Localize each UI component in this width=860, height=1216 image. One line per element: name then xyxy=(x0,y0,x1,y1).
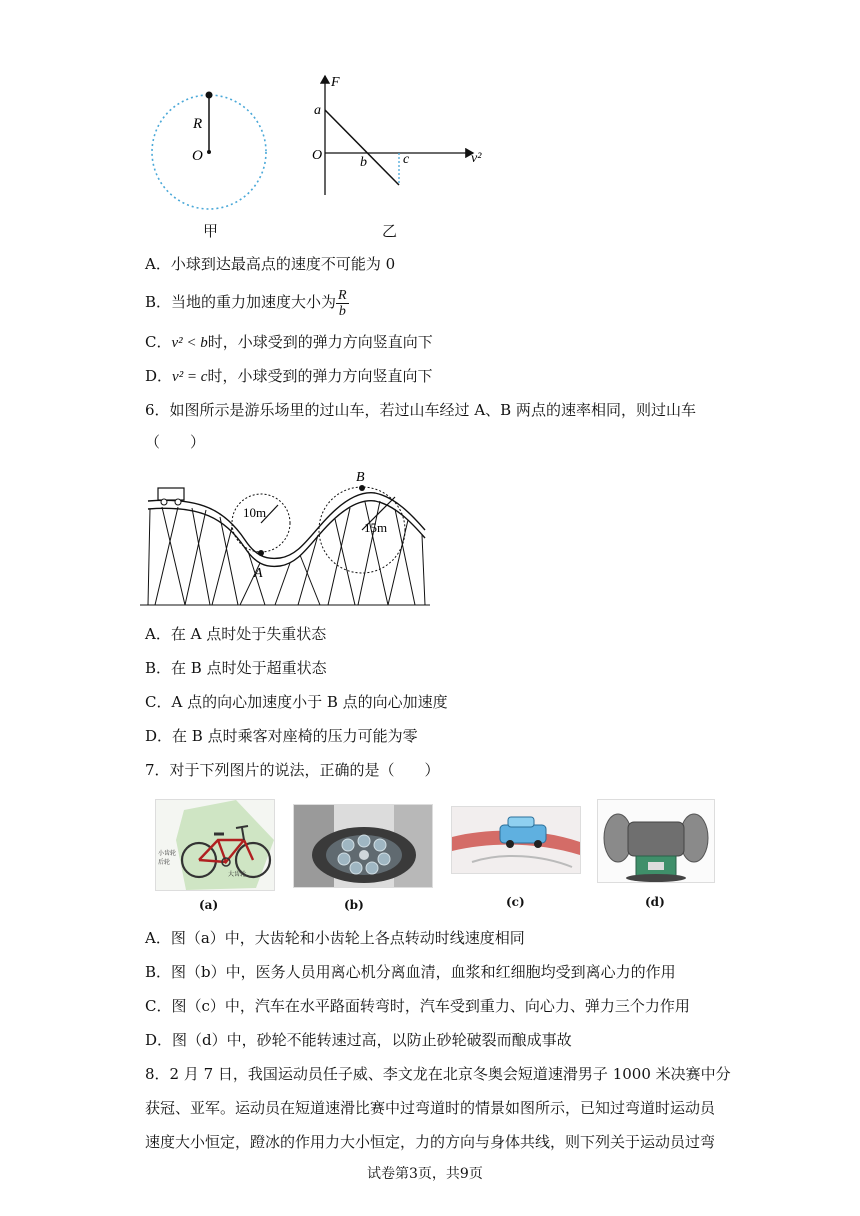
point-A xyxy=(258,550,264,556)
ball-dot xyxy=(206,92,213,99)
q6-option-d: D．在 B 点时乘客对座椅的压力可能为零 xyxy=(145,727,418,745)
caption-c: (c) xyxy=(506,895,525,909)
q6-option-a: A．在 A 点时处于失重状态 xyxy=(145,625,327,643)
figure-yi-graph xyxy=(305,70,495,205)
frac-den: b xyxy=(338,303,346,319)
caption-d: (d) xyxy=(645,895,665,909)
label-15m: 15m xyxy=(364,520,388,535)
frac-num: R xyxy=(338,287,347,303)
fraction-R-over-b xyxy=(336,288,349,319)
q5-option-b xyxy=(145,284,349,320)
coaster-car xyxy=(158,488,184,500)
photo-d-grinder xyxy=(597,799,715,883)
car-wheel xyxy=(175,499,181,505)
label-v2: v² xyxy=(471,151,482,166)
q5-d-math: v² = c xyxy=(172,369,208,385)
caption-b: (b) xyxy=(344,898,364,912)
label-B: B xyxy=(356,470,365,485)
q6-stem-line1: 6．如图所示是游乐场里的过山车，若过山车经过 A、B 两点的速率相同，则过山车 xyxy=(145,401,696,419)
q5-option-c xyxy=(145,332,433,353)
label-10m: 10m xyxy=(243,505,267,520)
q7-option-d: D．图（d）中，砂轮不能转速过高，以防止砂轮破裂而酿成事故 xyxy=(145,1031,572,1049)
q7-option-a: A．图（a）中，大齿轮和小齿轮上各点转动时线速度相同 xyxy=(145,929,525,947)
q7-option-b: B．图（b）中，医务人员用离心机分离血清，血浆和红细胞均受到离心力的作用 xyxy=(145,963,676,981)
label-F: F xyxy=(331,75,340,90)
q5-c-prefix: C． xyxy=(145,333,172,351)
F-line xyxy=(325,110,399,185)
q8-line2: 获冠、亚军。运动员在短道速滑比赛中过弯道时的情景如图所示，已知过弯道时运动员 xyxy=(145,1099,716,1117)
q5-d-text: 时，小球受到的弹力方向竖直向下 xyxy=(207,367,433,385)
caption-jia: 甲 xyxy=(203,222,219,240)
page-footer: 试卷第3页，共9页 xyxy=(367,1166,483,1182)
car-wheel xyxy=(161,499,167,505)
q6-option-b: B．在 B 点时处于超重状态 xyxy=(145,659,327,677)
bike-label-back: 后轮 xyxy=(158,859,171,866)
q7-option-c: C．图（c）中，汽车在水平路面转弯时，汽车受到重力、向心力、弹力三个力作用 xyxy=(145,997,690,1015)
label-O: O xyxy=(312,148,323,163)
bike-label-big: 大齿轮 xyxy=(228,871,247,878)
photo-c-car xyxy=(451,806,581,874)
label-R: R xyxy=(193,116,203,132)
bike-label-small: 小齿轮 xyxy=(158,850,177,857)
photo-a-bicycle xyxy=(155,799,275,891)
point-B xyxy=(359,485,365,491)
label-a: a xyxy=(314,103,321,118)
figure-roller-coaster xyxy=(140,465,430,610)
q7-stem: 7．对于下列图片的说法，正确的是（ ） xyxy=(145,761,440,779)
q6-option-c: C．A 点的向心加速度小于 B 点的向心加速度 xyxy=(145,693,448,711)
label-b: b xyxy=(360,155,367,170)
caption-a: (a) xyxy=(199,898,219,912)
q5-option-a: A．小球到达最高点的速度不可能为 0 xyxy=(145,255,396,273)
q5-option-b-text: B．当地的重力加速度大小为 xyxy=(145,293,337,311)
q5-c-math: v² < b xyxy=(171,335,208,351)
caption-yi: 乙 xyxy=(382,222,398,240)
q8-line3: 速度大小恒定，蹬冰的作用力大小恒定，力的方向与身体共线，则下列关于运动员过弯 xyxy=(145,1133,716,1151)
q5-option-d xyxy=(145,366,432,387)
q5-c-text: 时，小球受到的弹力方向竖直向下 xyxy=(207,333,433,351)
figure-jia-circle xyxy=(140,80,280,240)
photo-b-centrifuge xyxy=(293,804,433,888)
q6-stem-line2: （ ） xyxy=(145,433,206,451)
center-dot xyxy=(207,150,211,154)
label-A: A xyxy=(254,566,263,581)
q8-line1: 8．2 月 7 日，我国运动员任子威、李文龙在北京冬奥会短道速滑男子 1000 米决赛中分 xyxy=(145,1065,731,1083)
label-O: O xyxy=(192,148,203,164)
label-c: c xyxy=(403,152,410,167)
q5-d-prefix: D． xyxy=(145,367,173,385)
